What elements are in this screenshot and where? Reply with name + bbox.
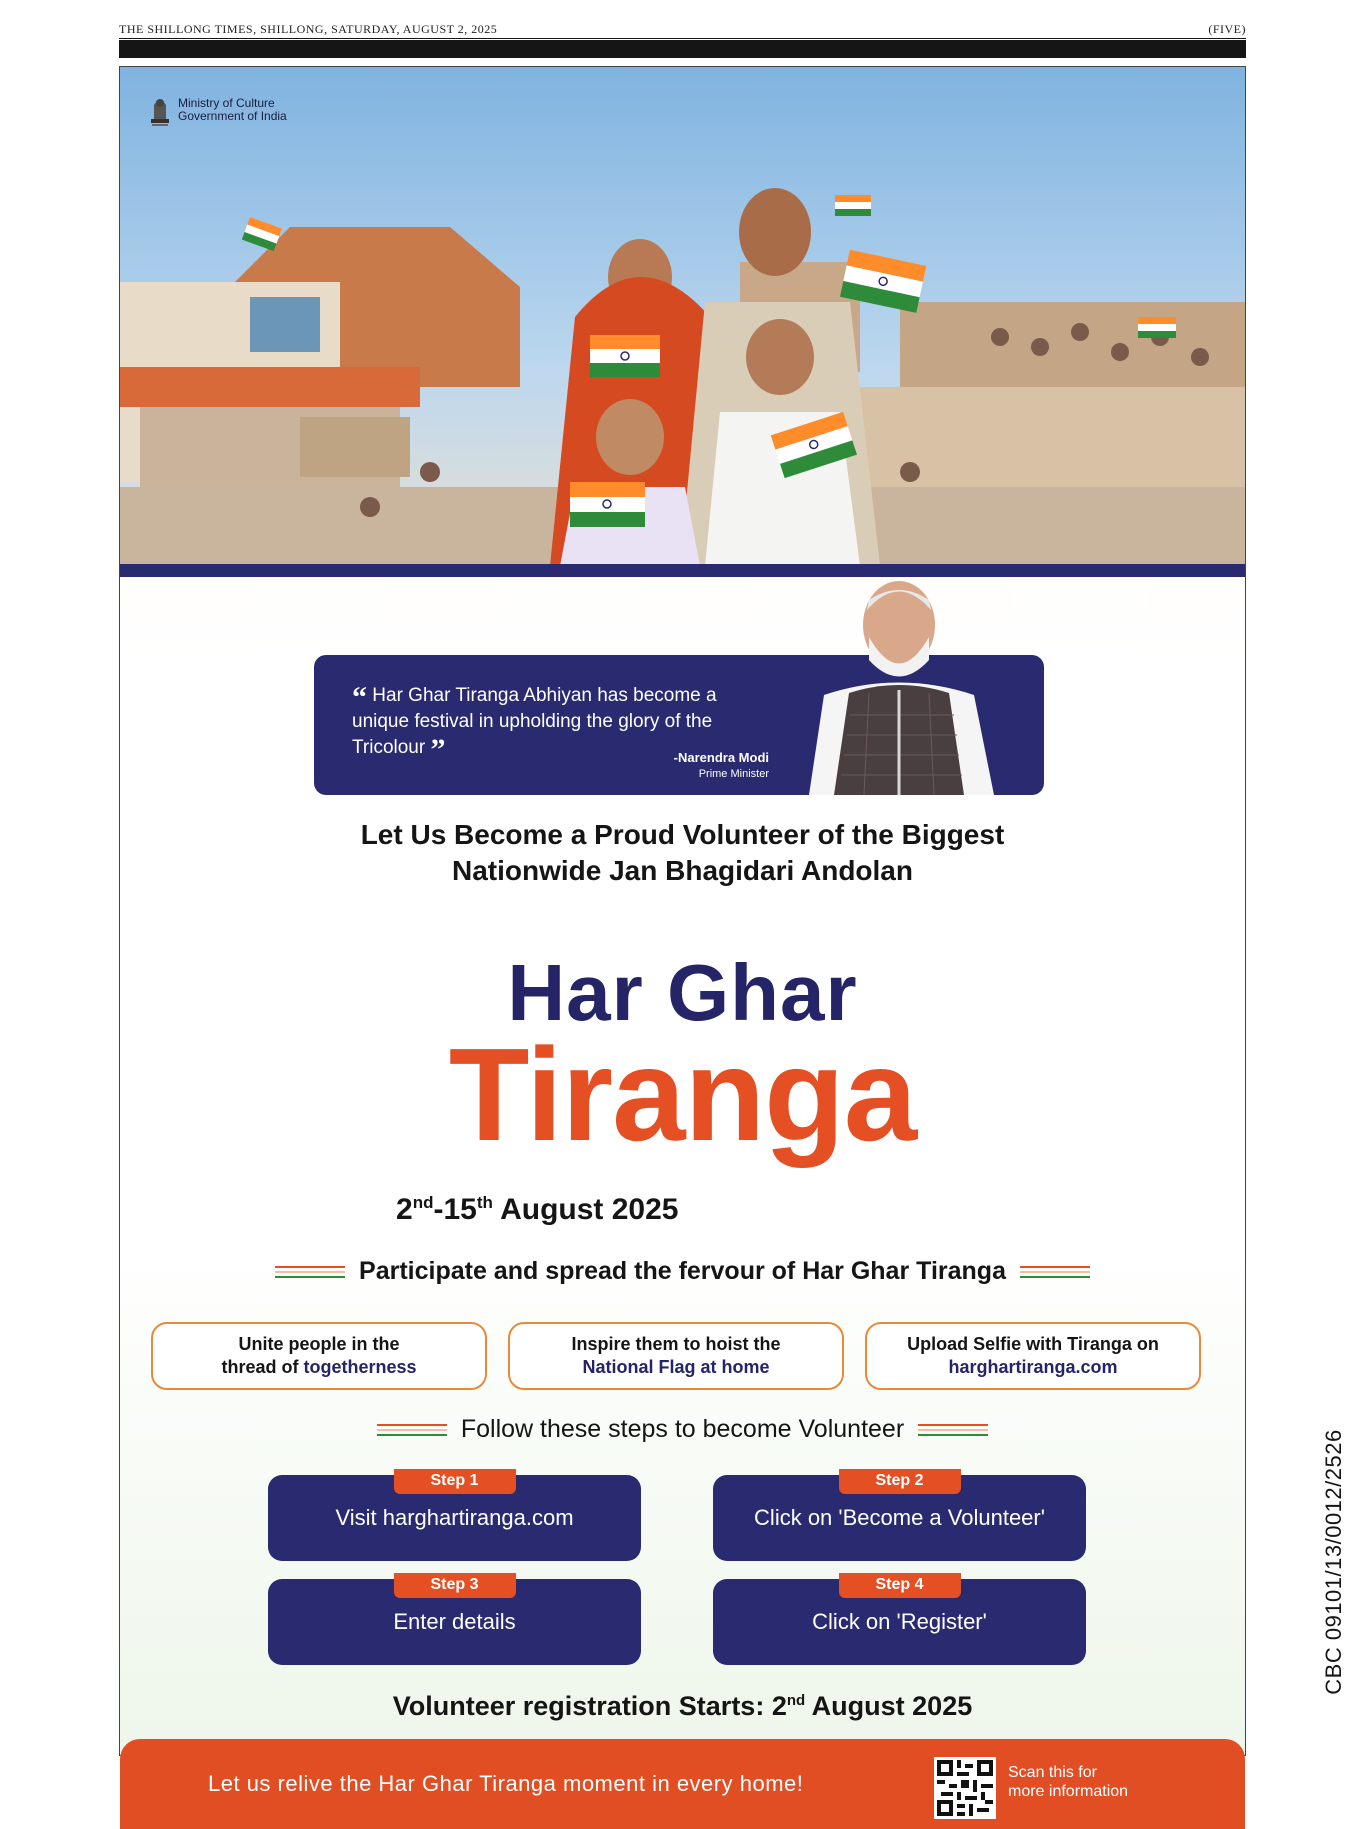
pill-upload-selfie (865, 1322, 1201, 1390)
step-tag: Step 4 (839, 1573, 961, 1598)
headline-line-1: Let Us Become a Proud Volunteer of the Biggest (360, 819, 1005, 850)
registration-prefix: Volunteer registration Starts: 2 (392, 1691, 787, 1721)
masthead-rule (119, 38, 1246, 39)
date-start-suffix: nd (412, 1193, 434, 1212)
scan-caption-line-1: Scan this for (1008, 1764, 1097, 1781)
ministry-logo (148, 93, 287, 129)
masthead-date-line: THE SHILLONG TIMES, SHILLONG, SATURDAY, AUGUST 2, 2025 (119, 22, 498, 36)
registration-start-line (120, 1691, 1245, 1722)
steps-heading: Follow these steps to become Volunteer (460, 1415, 905, 1443)
ministry-name: Ministry of Culture (178, 96, 275, 110)
family-flag-photo (120, 67, 1245, 566)
campaign-title-top: Har Ghar (507, 948, 858, 1037)
tricolour-stripes-icon (1020, 1266, 1090, 1278)
registration-suffix: nd (786, 1692, 806, 1709)
date-start: 2 (396, 1193, 413, 1226)
quote-designation: Prime Minister (698, 768, 769, 780)
date-end-suffix: th (476, 1193, 493, 1212)
step-2-card (713, 1472, 1086, 1561)
registration-date: August 2025 (805, 1691, 973, 1721)
pill-line-2-plain: thread of (221, 1357, 304, 1377)
page-number: (FIVE) (1208, 22, 1246, 36)
pill-line-1: Unite people in the (238, 1334, 400, 1354)
pill-line-2-highlight: togetherness (303, 1357, 417, 1377)
tricolour-stripes-icon (377, 1424, 447, 1436)
date-month-year: August 2025 (492, 1193, 679, 1226)
step-text: Enter details (393, 1609, 516, 1634)
tricolour-stripes-icon (275, 1266, 345, 1278)
masthead-bar (119, 40, 1246, 58)
headline-line-2: Nationwide Jan Bhagidari Andolan (451, 855, 913, 886)
photo-illustration (120, 67, 1245, 566)
date-end: -15 (433, 1193, 477, 1226)
close-quote-mark: ” (430, 733, 446, 766)
campaign-dates (396, 1193, 679, 1227)
pill-line-1: Inspire them to hoist the (571, 1334, 781, 1354)
advertisement (119, 66, 1346, 1800)
pill-inspire-hoist (508, 1322, 844, 1390)
government-name: Government of India (178, 109, 287, 123)
pill-unite-people (151, 1322, 487, 1390)
quote-attribution (674, 750, 769, 780)
pill-line-2-highlight: National Flag at home (582, 1357, 770, 1377)
quote-text: Har Ghar Tiranga Abhiyan has become a unique festival in upholding the glory of the Tricolour (352, 685, 717, 758)
cbc-code: CBC 09101/13/0012/2526 (1321, 1429, 1346, 1695)
step-1-card (268, 1472, 641, 1561)
step-4-card (713, 1576, 1086, 1665)
prime-minister-portrait (779, 575, 1049, 795)
steps-heading-row (120, 1415, 1245, 1444)
qr-code-icon[interactable] (934, 1757, 996, 1819)
pm-quote-box (314, 655, 1044, 795)
participate-heading-row (120, 1257, 1245, 1286)
photo-divider (120, 564, 1245, 577)
step-text: Click on 'Register' (812, 1609, 987, 1634)
campaign-title-main: Tiranga (448, 1021, 917, 1168)
tricolour-stripes-icon (918, 1424, 988, 1436)
open-quote-mark: “ (352, 681, 367, 714)
national-emblem-icon (148, 93, 172, 129)
step-text: Click on 'Become a Volunteer' (754, 1505, 1045, 1530)
participate-heading: Participate and spread the fervour of Har Ghar Tiranga (359, 1257, 1006, 1285)
scan-caption (1008, 1763, 1128, 1801)
footer-banner (120, 1739, 1245, 1829)
pill-website-link[interactable]: harghartiranga.com (948, 1357, 1118, 1377)
pill-line-1: Upload Selfie with Tiranga on (907, 1334, 1159, 1354)
step-tag: Step 3 (394, 1573, 516, 1598)
quote-author: -Narendra Modi (673, 750, 769, 765)
scan-caption-line-2: more information (1008, 1783, 1129, 1800)
step-text: Visit harghartiranga.com (335, 1505, 574, 1530)
footer-text: Let us relive the Har Ghar Tiranga moment in every home! (208, 1771, 804, 1796)
step-tag: Step 1 (394, 1469, 516, 1494)
step-tag: Step 2 (839, 1469, 961, 1494)
step-3-card (268, 1576, 641, 1665)
